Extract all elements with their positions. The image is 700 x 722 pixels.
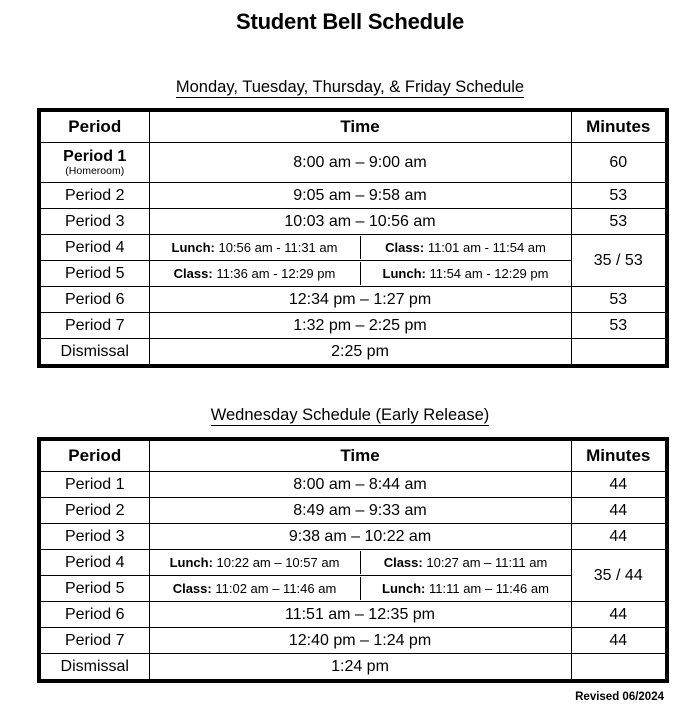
- minutes-cell: 44: [571, 628, 667, 654]
- table-row: [39, 524, 667, 550]
- minutes-cell: 53: [571, 209, 667, 235]
- minutes-cell: 60: [571, 143, 667, 183]
- table-row: [39, 472, 667, 498]
- time-cell: 11:51 am – 12:35 pm: [149, 602, 571, 628]
- minutes-cell-span: 35 / 53: [571, 235, 667, 287]
- table-row-dismissal: [39, 339, 667, 367]
- time-cell: 1:32 pm – 2:25 pm: [149, 313, 571, 339]
- table-row: [39, 602, 667, 628]
- time-cell: 12:34 pm – 1:27 pm: [149, 287, 571, 313]
- time-option-value: 10:27 am – 11:11 am: [426, 555, 548, 570]
- column-header-time: Time: [149, 439, 571, 472]
- time-option-class: [361, 236, 571, 259]
- time-option-label: Class:: [172, 581, 212, 596]
- time-option-lunch: [150, 236, 361, 259]
- minutes-cell-span: 35 / 44: [571, 550, 667, 602]
- period-label-cell: Period 4: [39, 235, 149, 261]
- table-header-row: [39, 110, 667, 143]
- time-option-value: 11:54 am - 12:29 pm: [429, 266, 549, 281]
- time-option-lunch: [150, 551, 361, 574]
- period-label: Period 1: [63, 148, 127, 165]
- time-cell: 12:40 pm – 1:24 pm: [149, 628, 571, 654]
- time-cell-split: [149, 550, 571, 576]
- table-header-row: [39, 439, 667, 472]
- time-cell: 8:00 am – 8:44 am: [149, 472, 571, 498]
- minutes-cell: 53: [571, 313, 667, 339]
- time-cell-split: [149, 235, 571, 261]
- period-label-cell: Period 6: [39, 287, 149, 313]
- schedule-table-weekday-wrap: [0, 108, 700, 368]
- table-row: [39, 143, 667, 183]
- time-cell: 8:49 am – 9:33 am: [149, 498, 571, 524]
- table-row: [39, 209, 667, 235]
- time-cell: 9:05 am – 9:58 am: [149, 183, 571, 209]
- period-label-cell: Period 4: [39, 550, 149, 576]
- period-label-cell: Period 6: [39, 602, 149, 628]
- column-header-minutes: Minutes: [571, 110, 667, 143]
- time-option-label: Lunch:: [382, 581, 426, 596]
- time-option-label: Lunch:: [382, 266, 426, 281]
- column-header-period: Period: [39, 110, 149, 143]
- time-option-label: Lunch:: [171, 240, 215, 255]
- time-option-class: [361, 551, 571, 574]
- schedule-table-wednesday: [37, 437, 669, 683]
- time-option-label: Class:: [385, 240, 425, 255]
- schedule-subtitle-wednesday-text: Wednesday Schedule (Early Release): [210, 406, 490, 424]
- schedule-table-wednesday-wrap: [0, 437, 700, 683]
- time-cell: 2:25 pm: [149, 339, 571, 367]
- table-row: [39, 287, 667, 313]
- table-row-dismissal: [39, 654, 667, 682]
- column-header-minutes: Minutes: [571, 439, 667, 472]
- time-cell-split: [149, 576, 571, 602]
- time-cell: 9:38 am – 10:22 am: [149, 524, 571, 550]
- revision-note: Revised 06/2024: [575, 691, 664, 703]
- minutes-cell: 53: [571, 183, 667, 209]
- period-label-cell: Dismissal: [39, 339, 149, 367]
- minutes-cell: 44: [571, 524, 667, 550]
- table-row: [39, 183, 667, 209]
- time-option-value: 11:02 am – 11:46 am: [215, 581, 337, 596]
- time-option-lunch: [361, 577, 571, 600]
- column-header-time: Time: [149, 110, 571, 143]
- period-label-cell: Period 2: [39, 498, 149, 524]
- time-option-value: 11:36 am - 12:29 pm: [216, 266, 336, 281]
- period-label-cell: Dismissal: [39, 654, 149, 682]
- time-option-value: 10:56 am - 11:31 am: [218, 240, 338, 255]
- minutes-cell: 44: [571, 602, 667, 628]
- time-option-value: 11:01 am - 11:54 am: [427, 240, 546, 255]
- schedule-subtitle-weekday-text: Monday, Tuesday, Thursday, & Friday Schedule: [175, 78, 525, 96]
- period-label-cell: Period 7: [39, 313, 149, 339]
- period-label-cell: Period 7: [39, 628, 149, 654]
- minutes-cell: [571, 654, 667, 682]
- period-label-cell: Period 3: [39, 209, 149, 235]
- page-title: Student Bell Schedule: [235, 9, 465, 34]
- period-label-cell: Period 5: [39, 261, 149, 287]
- time-option-class: [150, 577, 361, 600]
- period-label-cell: Period 3: [39, 524, 149, 550]
- minutes-cell: 44: [571, 472, 667, 498]
- time-option-label: Class:: [383, 555, 423, 570]
- schedule-subtitle-weekday: [0, 77, 700, 97]
- period-label-cell: Period 2: [39, 183, 149, 209]
- table-row: [39, 550, 667, 576]
- time-cell: 10:03 am – 10:56 am: [149, 209, 571, 235]
- period-label-cell: Period 1: [39, 472, 149, 498]
- time-cell-split: [149, 261, 571, 287]
- minutes-cell: 53: [571, 287, 667, 313]
- period-sublabel: (Homeroom): [65, 165, 125, 177]
- table-row: [39, 628, 667, 654]
- time-cell: 1:24 pm: [149, 654, 571, 682]
- schedule-subtitle-wednesday: [0, 405, 700, 425]
- time-cell: 8:00 am – 9:00 am: [149, 143, 571, 183]
- time-option-label: Lunch:: [169, 555, 213, 570]
- time-option-class: [150, 262, 361, 285]
- minutes-cell: [571, 339, 667, 367]
- period-label-cell: [39, 143, 149, 183]
- column-header-period: Period: [39, 439, 149, 472]
- schedule-table-weekday: [37, 108, 669, 368]
- table-row: [39, 313, 667, 339]
- time-option-value: 11:11 am – 11:46 am: [428, 581, 549, 596]
- minutes-cell: 44: [571, 498, 667, 524]
- period-label-cell: Period 5: [39, 576, 149, 602]
- time-option-label: Class:: [173, 266, 213, 281]
- time-option-lunch: [361, 262, 571, 285]
- time-option-value: 10:22 am – 10:57 am: [216, 555, 340, 570]
- table-row: [39, 498, 667, 524]
- table-row: [39, 235, 667, 261]
